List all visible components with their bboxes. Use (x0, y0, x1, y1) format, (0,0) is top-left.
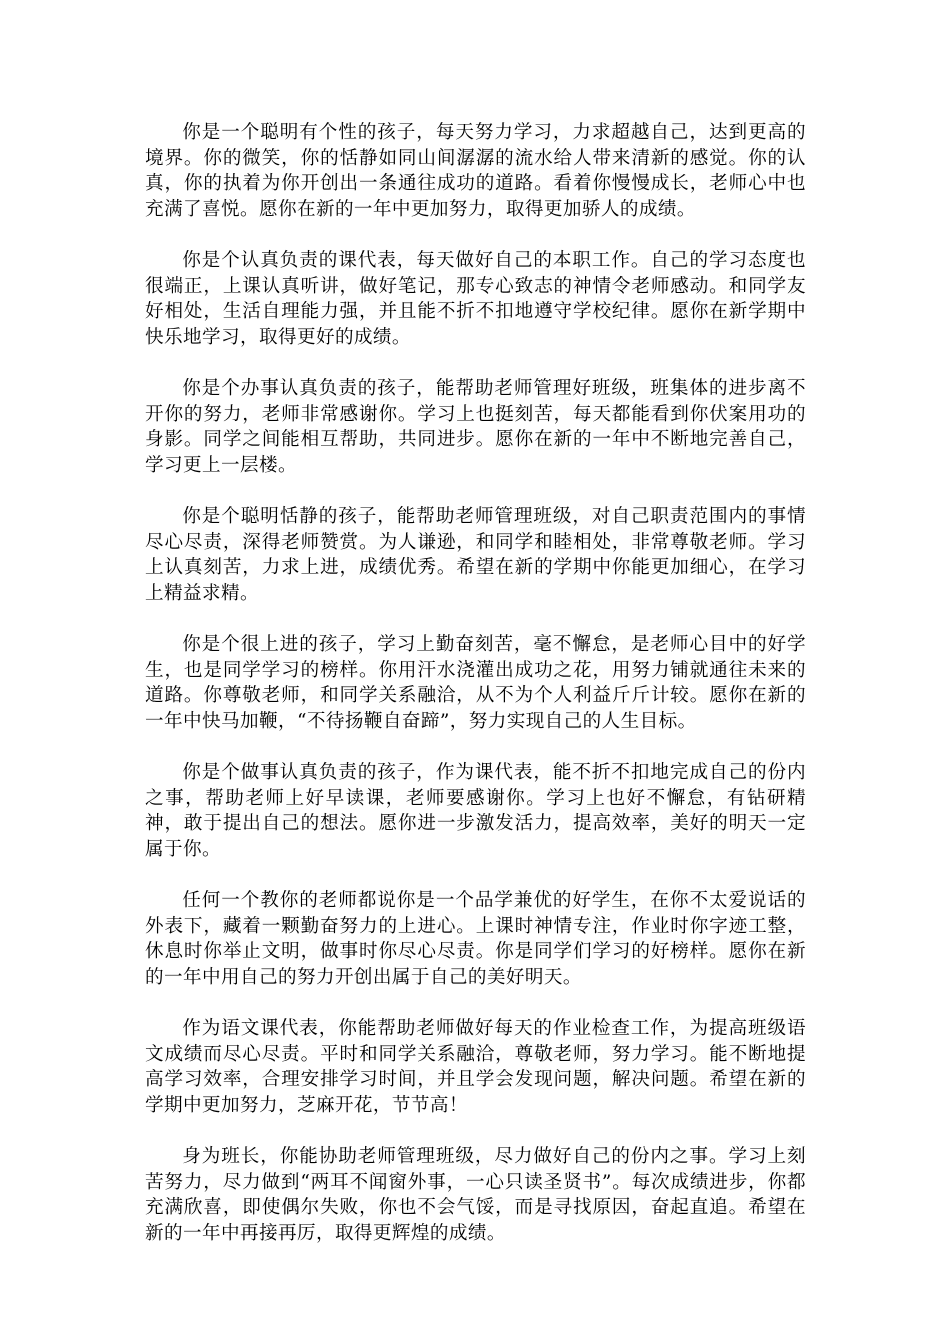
paragraph-5: 你是个很上进的孩子，学习上勤奋刻苦，毫不懈怠，是老师心目中的好学生，也是同学学习的榜样。你用汗水浇灌出成功之花，用努力铺就通往未来的道路。你尊敬老师，和同学关系融洽，从不为个人利益斤斤计较。愿你在新的一年中快马加鞭，“不待扬鞭自奋蹄”，努力实现自己的人生目标。 (145, 634, 806, 732)
paragraph-8: 作为语文课代表，你能帮助老师做好每天的作业检查工作，为提高班级语文成绩而尽心尽责。平时和同学关系融洽，尊敬老师，努力学习。能不断地提高学习效率，合理安排学习时间，并且学会发现问题，解决问题。希望在新的学期中更加努力，芝麻开花，节节高！ (145, 1018, 806, 1116)
paragraph-4: 你是个聪明恬静的孩子，能帮助老师管理班级，对自己职责范围内的事情尽心尽责，深得老师赞赏。为人谦逊，和同学和睦相处，非常尊敬老师。学习上认真刻苦，力求上进，成绩优秀。希望在新的学期中你能更加细心，在学习上精益求精。 (145, 506, 806, 604)
paragraph-9: 身为班长，你能协助老师管理班级，尽力做好自己的份内之事。学习上刻苦努力，尽力做到“两耳不闻窗外事，一心只读圣贤书”。每次成绩进步，你都充满欣喜，即使偶尔失败，你也不会气馁，而是寻找原因，奋起直追。希望在新的一年中再接再厉，取得更辉煌的成绩。 (145, 1146, 806, 1244)
paragraph-1: 你是一个聪明有个性的孩子，每天努力学习，力求超越自己，达到更高的境界。你的微笑，你的恬静如同山间潺潺的流水给人带来清新的感觉。你的认真，你的执着为你开创出一条通往成功的道路。看着你慢慢成长，老师心中也充满了喜悦。愿你在新的一年中更加努力，取得更加骄人的成绩。 (145, 122, 806, 220)
paragraph-3: 你是个办事认真负责的孩子，能帮助老师管理好班级，班集体的进步离不开你的努力，老师非常感谢你。学习上也挺刻苦，每天都能看到你伏案用功的身影。同学之间能相互帮助，共同进步。愿你在新的一年中不断地完善自己，学习更上一层楼。 (145, 378, 806, 476)
paragraph-2: 你是个认真负责的课代表，每天做好自己的本职工作。自己的学习态度也很端正，上课认真听讲，做好笔记，那专心致志的神情令老师感动。和同学友好相处，生活自理能力强，并且能不折不扣地遵守学校纪律。愿你在新学期中快乐地学习，取得更好的成绩。 (145, 250, 806, 348)
paragraph-6: 你是个做事认真负责的孩子，作为课代表，能不折不扣地完成自己的份内之事，帮助老师上好早读课，老师要感谢你。学习上也好不懈怠，有钻研精神，敢于提出自己的想法。愿你进一步激发活力，提高效率，美好的明天一定属于你。 (145, 762, 806, 860)
document-body (145, 120, 806, 1272)
paragraph-7: 任何一个教你的老师都说你是一个品学兼优的好学生，在你不太爱说话的外表下，藏着一颗勤奋努力的上进心。上课时神情专注，作业时你字迹工整，休息时你举止文明，做事时你尽心尽责。你是同学们学习的好榜样。愿你在新的一年中用自己的努力开创出属于自己的美好明天。 (145, 890, 806, 988)
